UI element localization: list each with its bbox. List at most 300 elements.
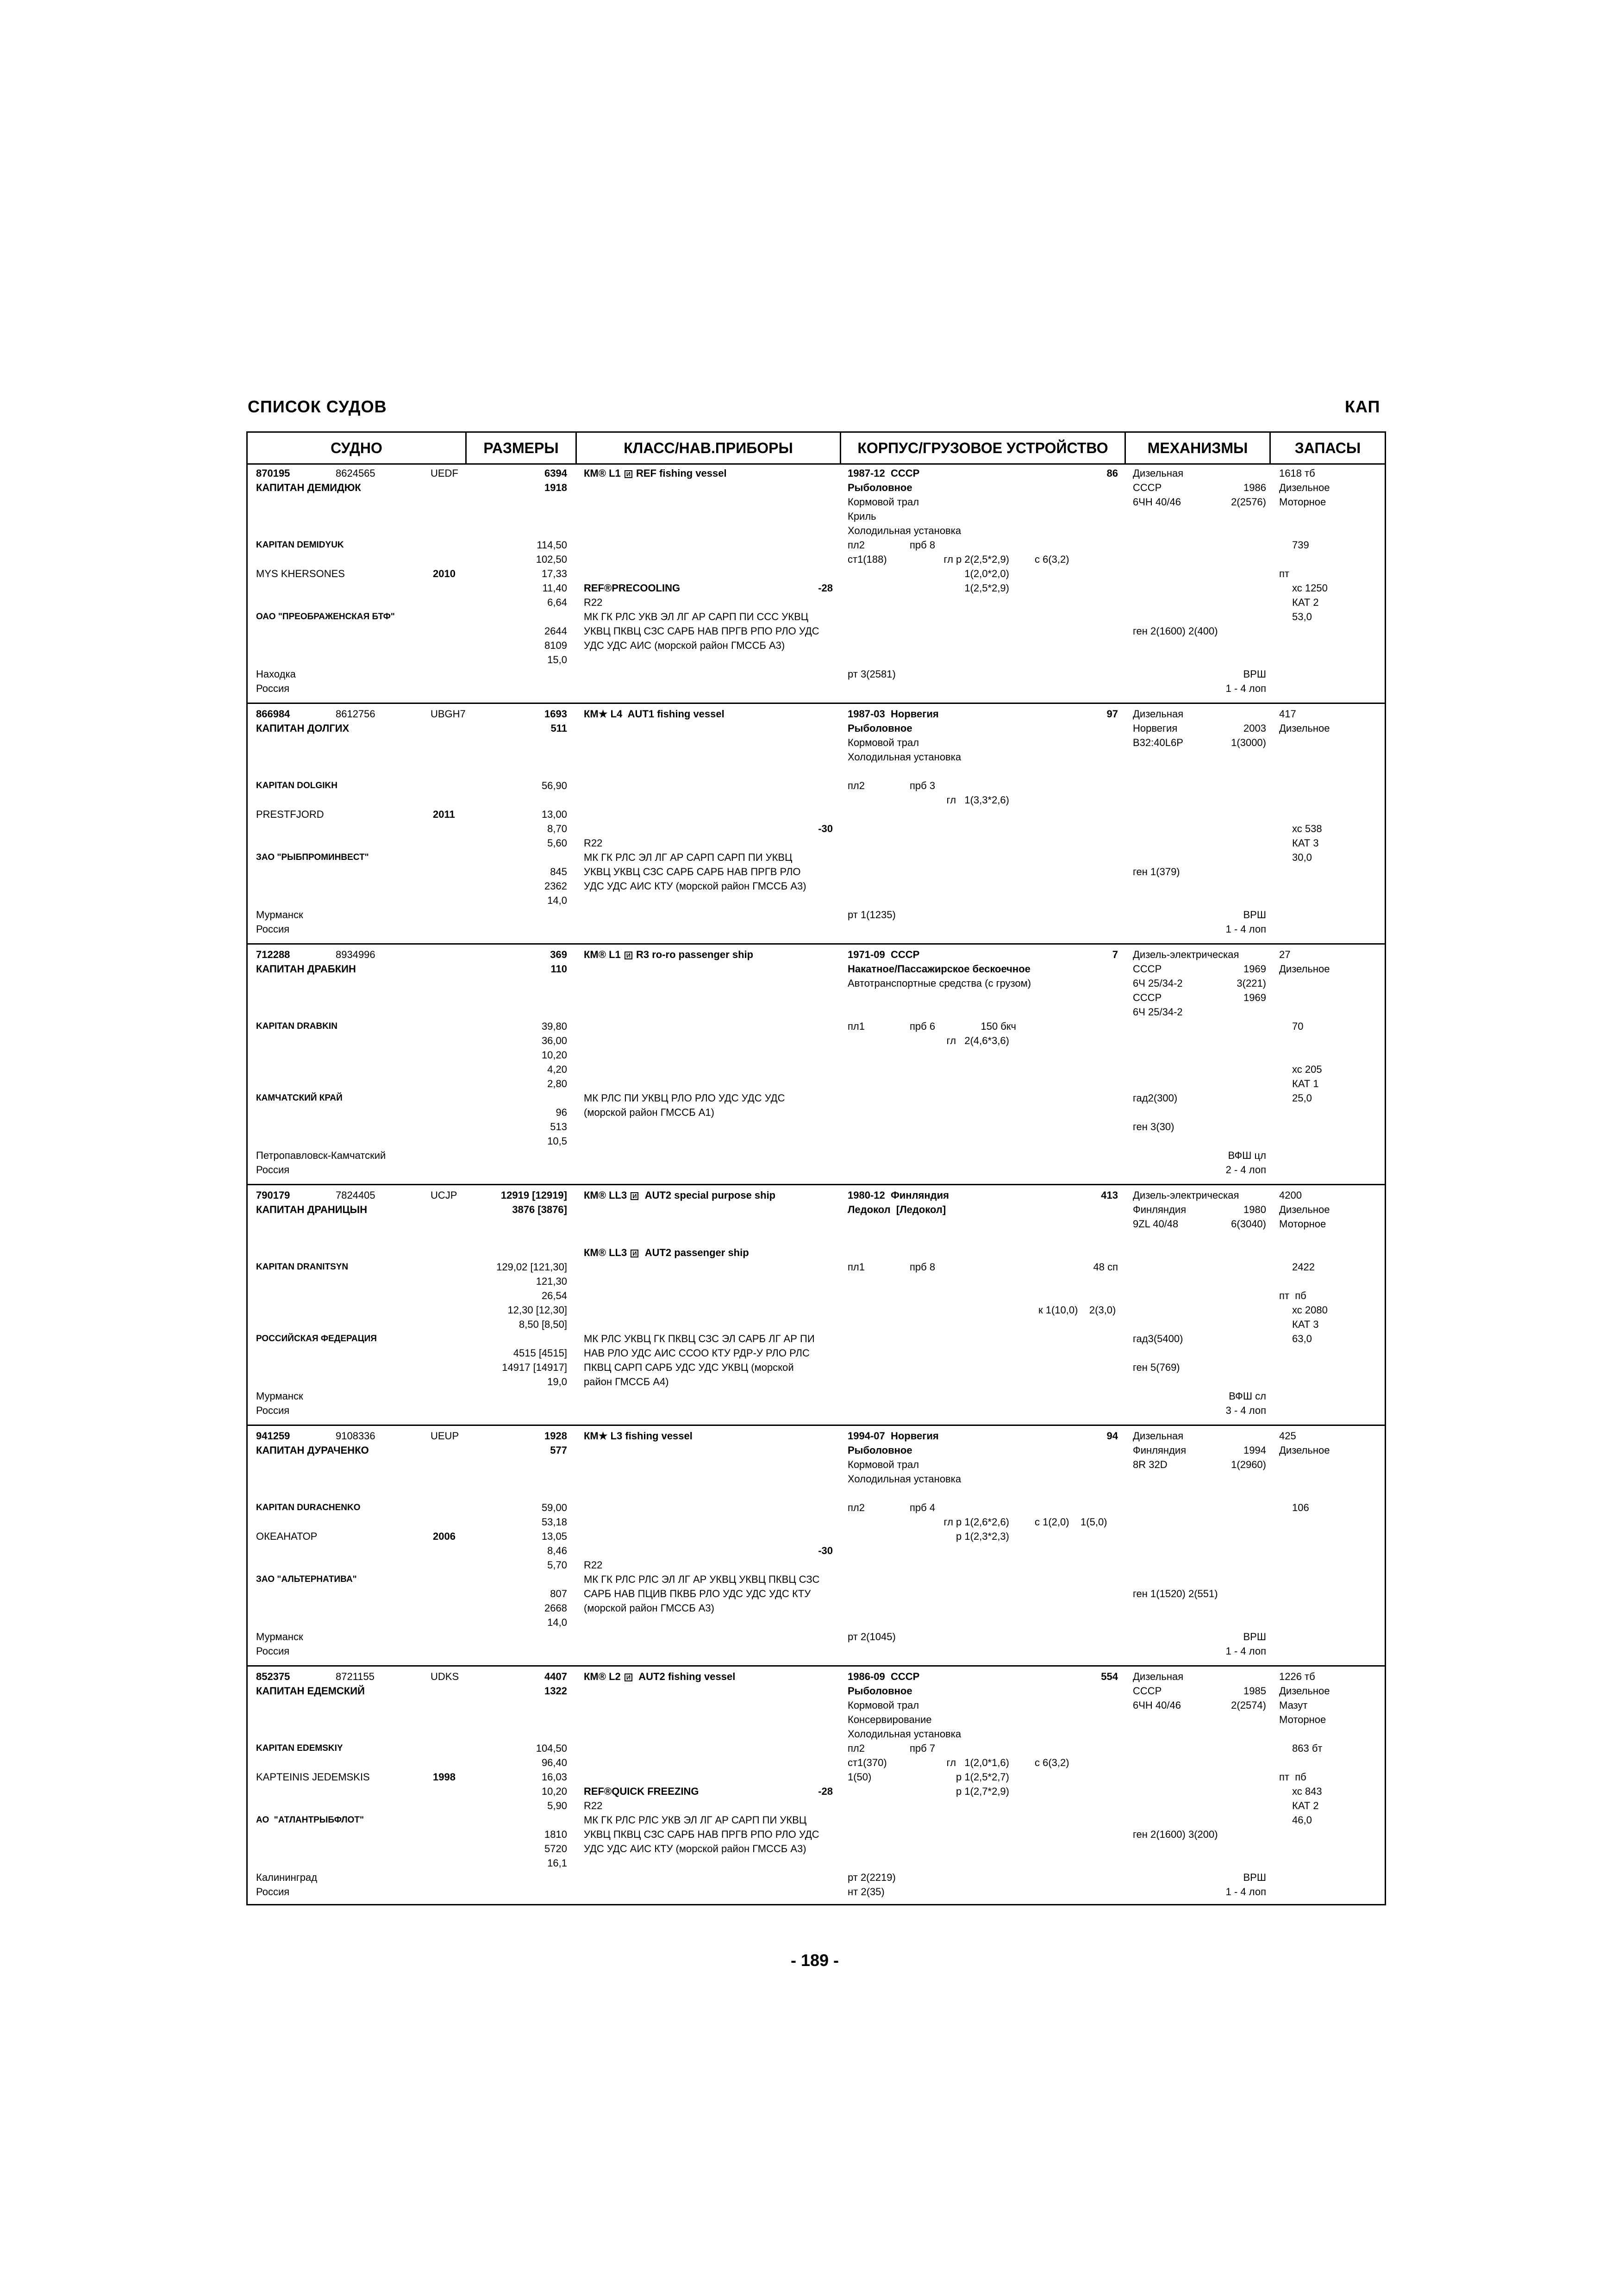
size-dimension: 6,64: [547, 597, 567, 608]
hull-line: Кормовой трал: [848, 737, 919, 748]
cargo-cell: 1(2,0*2,0): [964, 568, 1009, 579]
fuel-capacity: 1226 тб: [1279, 1671, 1315, 1682]
stores-class: КАТ 2: [1292, 597, 1319, 608]
nav-equipment-line: (морской район ГМССБ А3): [584, 1602, 714, 1614]
hull-tanks: рт 2(1045): [848, 1631, 896, 1643]
ship-call-sign: UEUP: [431, 1430, 459, 1442]
page-title: СПИСОК СУДОВ: [248, 397, 387, 416]
refrigeration-class: REF®PRECOOLING: [584, 582, 681, 594]
ship-call-sign: UEDF: [431, 467, 458, 479]
size-dimension: 104,50: [536, 1742, 567, 1754]
ship-former-year: 2010: [433, 568, 456, 579]
class-notation: КМ★ L4 AUT1 fishing vessel: [584, 708, 725, 720]
refrigerant: R22: [584, 1559, 603, 1571]
ship-country: Россия: [256, 1886, 290, 1898]
ship-owner: РОССИЙСКАЯ ФЕДЕРАЦИЯ: [256, 1334, 377, 1344]
engine-type: Дизельная: [1133, 1671, 1184, 1682]
engine-type: Дизель-электрическая: [1133, 949, 1239, 960]
size-tonnage: 12919 [12919]: [500, 1189, 567, 1201]
propeller-blades: 1 - 4 лоп: [1225, 1886, 1266, 1898]
engine-extra: СССР: [1133, 992, 1162, 1003]
engine-power: 1(2960): [1231, 1459, 1266, 1470]
nav-equipment-line: МК РЛС ПИ УКВЦ РЛО РЛО УДС УДС УДС: [584, 1092, 785, 1104]
ice-class-box-icon: И: [625, 952, 632, 959]
ship-former-year: 2011: [433, 809, 455, 820]
engine-power: 3(221): [1237, 977, 1266, 989]
nav-equipment-line: УДС УДС АИС КТУ (морской район ГМССБ А3): [584, 1843, 806, 1854]
hull-number: 554: [1101, 1671, 1118, 1682]
hull-decks: пл1: [848, 1020, 865, 1032]
ship-reg-number: 866984: [256, 708, 290, 720]
size-dimension: 36,00: [541, 1035, 567, 1046]
hull-holds-extra: 150 бкч: [981, 1020, 1016, 1032]
cargo-crane: к 1(10,0) 2(3,0): [1038, 1304, 1116, 1316]
ship-imo-number: 8934996: [336, 949, 375, 960]
size-dimension: 16,03: [541, 1771, 567, 1783]
size-dimension: 129,02 [121,30]: [496, 1261, 567, 1273]
hull-decks: пл2: [848, 1502, 865, 1513]
size-capacity: 807: [550, 1588, 567, 1599]
nav-equipment-line: район ГМССБ А4): [584, 1376, 669, 1388]
ship-home-port: Мурманск: [256, 1390, 303, 1402]
hull-decks: пл2: [848, 539, 865, 551]
ship-reg-number: 852375: [256, 1671, 290, 1682]
hull-holds: прб 4: [910, 1502, 936, 1513]
hull-number: 413: [1101, 1189, 1118, 1201]
size-dimension: 13,05: [541, 1531, 567, 1542]
refrigerant: R22: [584, 597, 603, 608]
engine-country: Финляндия: [1133, 1204, 1187, 1215]
hull-purpose: Рыболовное: [848, 482, 912, 493]
cargo-cell: с 6(3,2): [1035, 1757, 1069, 1768]
ice-class-box-icon: И: [625, 470, 632, 478]
engine-type: Дизельная: [1133, 467, 1184, 479]
refrigeration-temp: -28: [818, 582, 833, 594]
cargo-cell: р 1(2,3*2,3): [956, 1531, 1009, 1542]
ship-home-port: Петропавловск-Камчатский: [256, 1150, 386, 1161]
stores-class: хс 2080: [1292, 1304, 1328, 1316]
column-header-stores: ЗАПАСЫ: [1294, 440, 1361, 456]
stores-class: хс 538: [1292, 823, 1322, 834]
ship-name-ru: КАПИТАН ДРАБКИН: [256, 963, 356, 975]
ship-name-lat: KAPITAN EDEMSKIY: [256, 1743, 343, 1753]
hull-build-info: 1971-09 СССР: [848, 949, 920, 960]
size-dimension: 102,50: [536, 554, 567, 565]
hull-build-info: 1986-09 СССР: [848, 1671, 920, 1682]
hull-decks: пл2: [848, 780, 865, 791]
propeller: ВРШ: [1243, 909, 1266, 921]
nav-equipment-line: (морской район ГМССБ А1): [584, 1107, 714, 1118]
cargo-cell: 1(2,5*2,9): [964, 582, 1009, 594]
generator-secondary: ген 5(769): [1133, 1362, 1180, 1373]
engine-power: 6(3040): [1231, 1218, 1266, 1230]
ice-class-box-icon: И: [631, 1250, 638, 1257]
fuel-type-2: Моторное: [1279, 1218, 1326, 1230]
hull-number: 97: [1106, 708, 1118, 720]
nav-equipment-line: МК ГК РЛС УКВ ЭЛ ЛГ АР САРП ПИ ССС УКВЦ: [584, 611, 809, 622]
cargo-cell: гл р 1(2,6*2,6): [943, 1516, 1009, 1528]
size-capacity: 16,1: [547, 1857, 567, 1869]
propeller: ВРШ: [1243, 1872, 1266, 1883]
generator: ген 1(379): [1133, 866, 1180, 877]
propeller-blades: 1 - 4 лоп: [1225, 1645, 1266, 1657]
size-tonnage: 4407: [544, 1671, 567, 1682]
ship-home-port: Калининград: [256, 1872, 318, 1883]
ship-home-port: Находка: [256, 668, 296, 680]
ship-name-lat: KAPITAN DURACHENKO: [256, 1503, 361, 1512]
size-tonnage: 1693: [544, 708, 567, 720]
water-capacity: 106: [1292, 1502, 1309, 1513]
nav-equipment-line: УКВЦ ПКВЦ СЗС САРБ НАВ ПРГВ РПО РЛО УДС: [584, 625, 819, 637]
stores-pt: пт пб: [1279, 1771, 1306, 1783]
propeller: ВРШ: [1243, 1631, 1266, 1643]
ship-former-year: 1998: [433, 1771, 456, 1783]
size-dimension: 5,60: [547, 837, 567, 849]
refrigeration-temp: -30: [818, 823, 833, 834]
hull-line: Холодильная установка: [848, 525, 962, 536]
ship-home-port: Мурманск: [256, 909, 303, 921]
generator-secondary: ген 3(30): [1133, 1121, 1174, 1132]
size-tonnage: 3876 [3876]: [512, 1204, 567, 1215]
ship-country: Россия: [256, 923, 290, 935]
size-dimension: 26,54: [541, 1290, 567, 1301]
engine-type: Дизельная: [1133, 708, 1184, 720]
ship-home-port: Мурманск: [256, 1631, 303, 1643]
ship-imo-number: 7824405: [336, 1189, 375, 1201]
fuel-type-2: Мазут: [1279, 1699, 1308, 1711]
column-header-dimensions: РАЗМЕРЫ: [483, 440, 559, 456]
hull-tanks: рт 3(2581): [848, 668, 896, 680]
cargo-cell: р 1(2,7*2,9): [956, 1786, 1009, 1797]
cargo-cell: гл 1(3,3*2,6): [946, 794, 1009, 806]
hull-decks: пл1: [848, 1261, 865, 1273]
ship-former-year: 2006: [433, 1531, 456, 1542]
refrigeration-temp: -30: [818, 1545, 833, 1556]
hull-purpose: Накатное/Пассажирское бескоечное: [848, 963, 1031, 975]
size-tonnage: 6394: [544, 467, 567, 479]
ship-name-ru: КАПИТАН ЕДЕМСКИЙ: [256, 1685, 365, 1697]
water-capacity: 863 бт: [1292, 1742, 1323, 1754]
size-capacity: 2362: [544, 880, 567, 892]
ship-imo-number: 8612756: [336, 708, 375, 720]
engine-type: Дизельная: [1133, 1430, 1184, 1442]
size-tonnage: 1928: [544, 1430, 567, 1442]
ship-call-sign: UDKS: [431, 1671, 459, 1682]
hull-holds: прб 8: [910, 1261, 936, 1273]
size-tonnage: 369: [550, 949, 567, 960]
cargo-cell: р 1(2,5*2,7): [956, 1771, 1009, 1783]
engine-type: Дизель-электрическая: [1133, 1189, 1239, 1201]
cargo-cell: гл 1(2,0*1,6): [946, 1757, 1009, 1768]
engine-country: СССР: [1133, 963, 1162, 975]
refrigerant: R22: [584, 837, 603, 849]
hull-purpose: Ледокол [Ледокол]: [848, 1204, 946, 1215]
water-capacity: 739: [1292, 539, 1309, 551]
hull-number: 94: [1106, 1430, 1118, 1442]
propeller-blades: 1 - 4 лоп: [1225, 683, 1266, 694]
ship-country: Россия: [256, 1405, 290, 1416]
ship-owner: КАМЧАТСКИЙ КРАЙ: [256, 1093, 343, 1103]
hull-tanks: рт 1(1235): [848, 909, 896, 921]
ship-name-ru: КАПИТАН ДРАНИЦЫН: [256, 1204, 368, 1215]
stores-class: 46,0: [1292, 1814, 1312, 1826]
stores-pt: пт: [1279, 568, 1289, 579]
hull-holds: прб 3: [910, 780, 936, 791]
fuel-type: Дизельное: [1279, 1204, 1330, 1215]
fuel-capacity: 27: [1279, 949, 1291, 960]
hull-decks: пл2: [848, 1742, 865, 1754]
ship-call-sign: UBGH7: [431, 708, 466, 720]
engine-year: 1994: [1243, 1444, 1266, 1456]
ship-name-ru: КАПИТАН ДЕМИДЮК: [256, 482, 361, 493]
hull-build-info: 1994-07 Норвегия: [848, 1430, 939, 1442]
column-header-machinery: МЕХАНИЗМЫ: [1147, 440, 1248, 456]
ship-name-ru: КАПИТАН ДОЛГИХ: [256, 722, 350, 734]
generator: ген 2(1600) 3(200): [1133, 1829, 1218, 1840]
hull-tanks: нт 2(35): [848, 1886, 885, 1898]
generator: ген 2(1600) 2(400): [1133, 625, 1218, 637]
size-capacity: 14,0: [547, 895, 567, 906]
ship-former-name: MYS KHERSONES: [256, 568, 345, 579]
engine-power: 1(3000): [1231, 737, 1266, 748]
refrigeration-class: REF®QUICK FREEZING: [584, 1786, 699, 1797]
engine-model: 6Ч 25/34-2: [1133, 977, 1183, 989]
water-capacity: 2422: [1292, 1261, 1315, 1273]
engine-year: 1980: [1243, 1204, 1266, 1215]
nav-equipment-line: НАВ РЛО УДС АИС ССОО КТУ РДР-У РЛО РЛС: [584, 1347, 810, 1359]
hull-holds: прб 7: [910, 1742, 936, 1754]
ice-class-box-icon: И: [631, 1192, 638, 1200]
hull-build-info: 1987-12 СССР: [848, 467, 920, 479]
ship-reg-number: 790179: [256, 1189, 290, 1201]
ship-name-ru: КАПИТАН ДУРАЧЕНКО: [256, 1444, 369, 1456]
engine-model: 6ЧН 40/46: [1133, 1699, 1181, 1711]
nav-equipment-line: МК ГК РЛС ЭЛ ЛГ АР САРП САРП ПИ УКВЦ: [584, 852, 793, 863]
engine-country: Норвегия: [1133, 722, 1178, 734]
nav-equipment-line: УКВЦ УКВЦ СЗС САРБ САРБ НАВ ПРГВ РЛО: [584, 866, 801, 877]
fuel-type: Дизельное: [1279, 1444, 1330, 1456]
hull-line: Холодильная установка: [848, 751, 962, 763]
size-capacity: 8109: [544, 640, 567, 651]
ship-name-lat: KAPITAN DRANITSYN: [256, 1262, 349, 1272]
propeller-blades: 3 - 4 лоп: [1225, 1405, 1266, 1416]
size-dimension: 121,30: [536, 1276, 567, 1287]
ship-owner: ЗАО "РЫБПРОМИНВЕСТ": [256, 852, 369, 862]
engine-model: B32:40L6P: [1133, 737, 1183, 748]
stores-class: 25,0: [1292, 1092, 1312, 1104]
size-capacity: 1810: [544, 1829, 567, 1840]
size-dimension: 4,20: [547, 1064, 567, 1075]
size-dimension: 2,80: [547, 1078, 567, 1089]
ship-imo-number: 8721155: [336, 1671, 375, 1682]
stores-class: КАТ 2: [1292, 1800, 1319, 1811]
ship-table: [246, 431, 1386, 1905]
cargo-cell: гл р 2(2,5*2,9): [943, 554, 1009, 565]
ship-record: [248, 463, 1385, 704]
nav-equipment-line: ПКВЦ САРП САРБ УДС УДС УКВЦ (морской: [584, 1362, 794, 1373]
size-tonnage: 577: [550, 1444, 567, 1456]
size-dimension: 10,20: [541, 1786, 567, 1797]
generator: гад2(300): [1133, 1092, 1178, 1104]
engine-power: 2(2574): [1231, 1699, 1266, 1711]
fuel-type: Дизельное: [1279, 722, 1330, 734]
cargo-cell: ст1(188): [848, 554, 887, 565]
size-dimension: 10,20: [541, 1049, 567, 1061]
size-capacity: 4515 [4515]: [513, 1347, 567, 1359]
hull-purpose: Рыболовное: [848, 1685, 912, 1697]
cargo-cell: ст1(370): [848, 1757, 887, 1768]
propeller: ВФШ цл: [1228, 1150, 1266, 1161]
ship-imo-number: 9108336: [336, 1430, 375, 1442]
hull-holds: прб 8: [910, 539, 936, 551]
column-header-hull: КОРПУС/ГРУЗОВОЕ УСТРОЙСТВО: [857, 440, 1108, 456]
ship-name-lat: KAPITAN DRABKIN: [256, 1021, 337, 1031]
nav-equipment-line: УДС УДС АИС (морской район ГМССБ А3): [584, 640, 785, 651]
fuel-type: Дизельное: [1279, 1685, 1330, 1697]
refrigeration-temp: -28: [818, 1786, 833, 1797]
cargo-cell: с 1(2,0) 1(5,0): [1035, 1516, 1107, 1528]
engine-year: 2003: [1243, 722, 1266, 734]
propeller: ВРШ: [1243, 668, 1266, 680]
ship-imo-number: 8624565: [336, 467, 375, 479]
size-capacity: 14,0: [547, 1617, 567, 1628]
fuel-type-2: Моторное: [1279, 496, 1326, 508]
size-capacity: 10,5: [547, 1135, 567, 1147]
cargo-cell: 1(50): [848, 1771, 872, 1783]
water-capacity: 70: [1292, 1020, 1304, 1032]
ship-reg-number: 712288: [256, 949, 290, 960]
size-capacity: 513: [550, 1121, 567, 1132]
engine-model: 6ЧН 40/46: [1133, 496, 1181, 508]
ship-call-sign: UCJP: [431, 1189, 457, 1201]
column-header-row: [248, 433, 1385, 465]
engine-country: Финляндия: [1133, 1444, 1187, 1456]
size-dimension: 8,50 [8,50]: [519, 1319, 567, 1330]
hull-holds: прб 6: [910, 1020, 936, 1032]
ship-country: Россия: [256, 1645, 290, 1657]
cargo-cell: гл 2(4,6*3,6): [946, 1035, 1009, 1046]
size-dimension: 53,18: [541, 1516, 567, 1528]
size-dimension: 96,40: [541, 1757, 567, 1768]
hull-build-info: 1987-03 Норвегия: [848, 708, 939, 720]
ship-record: [248, 1667, 1385, 1904]
stores-class: КАТ 3: [1292, 1319, 1319, 1330]
stores-class: 30,0: [1292, 852, 1312, 863]
hull-purpose: Рыболовное: [848, 722, 912, 734]
engine-country: СССР: [1133, 1685, 1162, 1697]
size-capacity: 96: [556, 1107, 567, 1118]
nav-equipment-line: МК ГК РЛС РЛС УКВ ЭЛ ЛГ АР САРП ПИ УКВЦ: [584, 1814, 807, 1826]
nav-equipment-line: УКВЦ ПКВЦ СЗС САРБ НАВ ПРГВ РПО РЛО УДС: [584, 1829, 819, 1840]
ship-record: [248, 1185, 1385, 1426]
fuel-type: Дизельное: [1279, 482, 1330, 493]
ship-former-name: PRESTFJORD: [256, 809, 324, 820]
ship-record: [248, 1426, 1385, 1667]
hull-number: 86: [1106, 467, 1118, 479]
ship-owner: АО "АТЛАНТРЫБФЛОТ": [256, 1815, 364, 1825]
fuel-type-3: Моторное: [1279, 1714, 1326, 1725]
size-dimension: 13,00: [541, 809, 567, 820]
class-notation-secondary: КМ® LL3 И AUT2 passenger ship: [584, 1247, 749, 1258]
hull-line: Кормовой трал: [848, 496, 919, 508]
propeller-blades: 2 - 4 лоп: [1225, 1164, 1266, 1176]
ship-record: [248, 945, 1385, 1185]
size-dimension: 5,90: [547, 1800, 567, 1811]
ship-name-lat: KAPITAN DEMIDYUK: [256, 540, 344, 550]
stores-class: хс 205: [1292, 1064, 1322, 1075]
engine-power: 2(2576): [1231, 496, 1266, 508]
hull-build-info: 1980-12 Финляндия: [848, 1189, 949, 1201]
fuel-capacity: 425: [1279, 1430, 1296, 1442]
fuel-type: Дизельное: [1279, 963, 1330, 975]
size-capacity: 845: [550, 866, 567, 877]
engine-country: СССР: [1133, 482, 1162, 493]
hull-line: Кормовой трал: [848, 1699, 919, 1711]
ship-country: Россия: [256, 1164, 290, 1176]
size-capacity: 2668: [544, 1602, 567, 1614]
class-notation: КМ★ L3 fishing vessel: [584, 1430, 693, 1442]
size-dimension: 8,70: [547, 823, 567, 834]
propeller: ВФШ сл: [1229, 1390, 1266, 1402]
fuel-capacity: 417: [1279, 708, 1296, 720]
class-notation: КМ® L1 И R3 ro-ro passenger ship: [584, 949, 754, 960]
stores-class: КАТ 1: [1292, 1078, 1319, 1089]
hull-number: 7: [1112, 949, 1118, 960]
stores-class: 63,0: [1292, 1333, 1312, 1344]
ship-record: [248, 704, 1385, 945]
cargo-cell: с 6(3,2): [1035, 554, 1069, 565]
size-capacity: 5720: [544, 1843, 567, 1854]
engine-extra: 6Ч 25/34-2: [1133, 1006, 1183, 1018]
size-capacity: 14917 [14917]: [502, 1362, 567, 1373]
size-dimension: 8,46: [547, 1545, 567, 1556]
fuel-capacity: 4200: [1279, 1189, 1302, 1201]
stores-class: хс 1250: [1292, 582, 1328, 594]
page-number: - 189 -: [790, 1951, 839, 1970]
refrigerant: R22: [584, 1800, 603, 1811]
size-tonnage: 110: [550, 963, 567, 975]
size-dimension: 39,80: [541, 1020, 567, 1032]
engine-year: 1969: [1243, 963, 1266, 975]
engine-year: 1986: [1243, 482, 1266, 493]
size-dimension: 11,40: [542, 582, 567, 594]
size-dimension: 12,30 [12,30]: [507, 1304, 567, 1316]
size-tonnage: 1918: [544, 482, 567, 493]
ship-owner: ЗАО "АЛЬТЕРНАТИВА": [256, 1574, 357, 1584]
hull-holds-extra: 48 сп: [1093, 1261, 1118, 1273]
propeller-blades: 1 - 4 лоп: [1225, 923, 1266, 935]
class-notation: КМ® LL3 И AUT2 special purpose ship: [584, 1189, 776, 1201]
ship-reg-number: 870195: [256, 467, 290, 479]
size-capacity: 15,0: [547, 654, 567, 666]
hull-line: Холодильная установка: [848, 1728, 962, 1740]
hull-line: Автотранспортные средства (с грузом): [848, 977, 1031, 989]
ice-class-box-icon: И: [625, 1674, 632, 1681]
nav-equipment-line: МК ГК РЛС РЛС ЭЛ ЛГ АР УКВЦ УКВЦ ПКВЦ СЗС: [584, 1574, 820, 1585]
column-header-ship: СУДНО: [331, 440, 382, 456]
class-notation: КМ® L2 И AUT2 fishing vessel: [584, 1671, 736, 1682]
size-capacity: 2644: [544, 625, 567, 637]
hull-tanks: рт 2(2219): [848, 1872, 896, 1883]
ship-former-name: KAPTEINIS JEDEMSKIS: [256, 1771, 370, 1783]
class-notation: КМ® L1 И REF fishing vessel: [584, 467, 727, 479]
engine-year: 1985: [1243, 1685, 1266, 1697]
size-dimension: 17,33: [541, 568, 567, 579]
size-dimension: 5,70: [547, 1559, 567, 1571]
hull-line: Криль: [848, 510, 876, 522]
generator: ген 1(1520) 2(551): [1133, 1588, 1218, 1599]
generator: гад3(5400): [1133, 1333, 1183, 1344]
